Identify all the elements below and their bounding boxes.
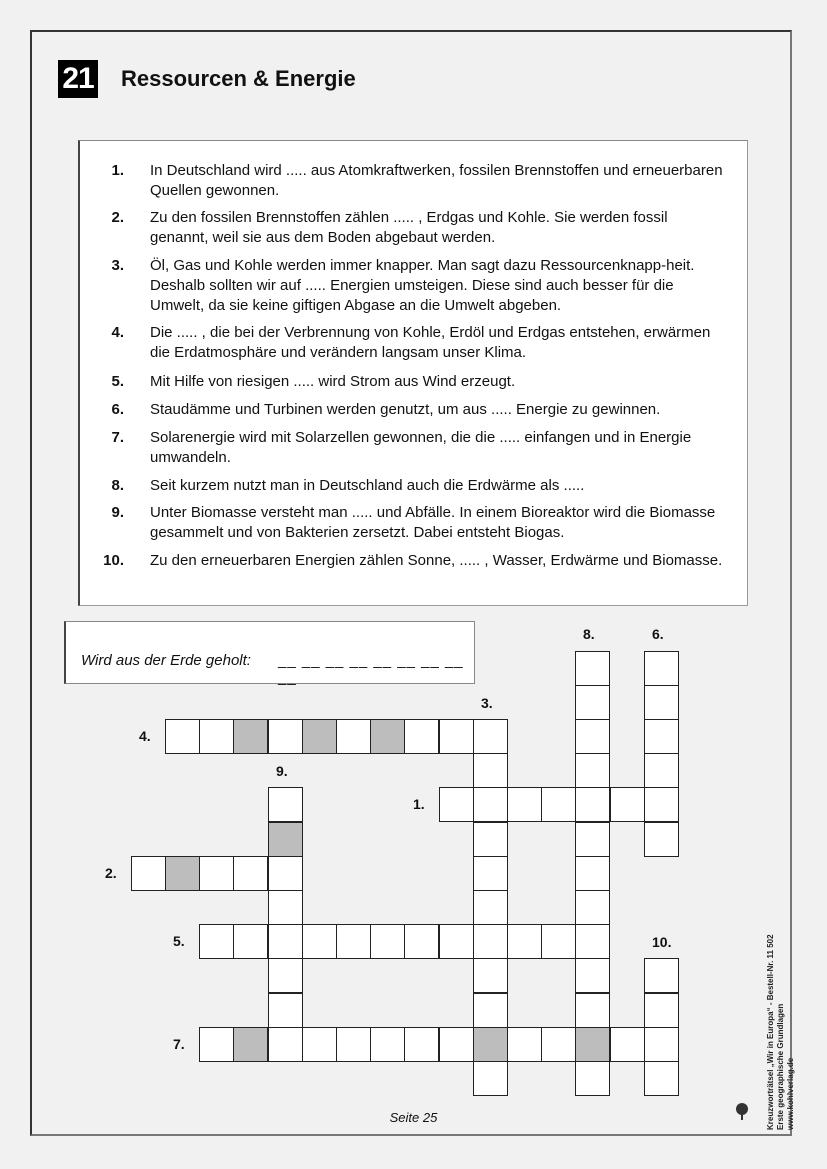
crossword-cell[interactable] [644,1027,679,1062]
crossword-clue-label: 6. [652,626,664,642]
clue-text: Die ..... , die bei der Verbrennung von Kohle, Erdöl und Erdgas entstehen, erwärmen die Erdatmosphäre und verändern langsam unser Klima. [150,324,711,361]
clue-number: 1. [111,162,124,179]
crossword-cell[interactable] [473,993,508,1028]
crossword-cell[interactable] [404,1027,439,1062]
crossword-cell[interactable] [439,787,474,822]
crossword-cell[interactable] [644,958,679,993]
crossword-cell[interactable] [439,719,474,754]
clue-text: Mit Hilfe von riesigen ..... wird Strom aus Wind erzeugt. [150,373,516,390]
crossword-cell[interactable] [473,1061,508,1096]
crossword-cell[interactable] [575,685,610,720]
publisher-logo [730,1060,760,1120]
crossword-clue-label: 8. [583,626,595,642]
crossword-cell[interactable] [473,719,508,754]
clue-text: Zu den fossilen Brennstoffen zählen ..... , Erdgas und Kohle. Sie werden fossil genannt, weil sie aus dem Boden abgebaut werden. [150,209,668,246]
crossword-cell[interactable] [644,685,679,720]
crossword-cell[interactable] [336,1027,371,1062]
crossword-cell[interactable] [131,856,166,891]
imprint-line-2: Erste geographische Grundlagen [776,1003,785,1130]
clue-text: Staudämme und Turbinen werden genutzt, um aus ..... Energie zu gewinnen. [150,401,661,418]
crossword-cell[interactable] [233,924,268,959]
crossword-cell[interactable] [439,924,474,959]
crossword-cell[interactable] [610,1027,645,1062]
crossword-cell[interactable] [575,993,610,1028]
clue-number: 10. [103,552,124,569]
crossword-cell[interactable] [473,1027,508,1062]
crossword-cell[interactable] [473,890,508,925]
clue-number: 9. [111,504,124,521]
crossword-cell[interactable] [268,787,303,822]
crossword-cell[interactable] [473,958,508,993]
clue-number: 3. [111,257,124,274]
clue-number: 8. [111,477,124,494]
crossword-cell[interactable] [575,822,610,857]
crossword-cell[interactable] [541,1027,576,1062]
solution-box [64,621,475,684]
crossword-cell[interactable] [644,719,679,754]
crossword-cell[interactable] [199,1027,234,1062]
crossword-cell[interactable] [575,719,610,754]
crossword-cell[interactable] [644,651,679,686]
crossword-cell[interactable] [302,1027,337,1062]
clue-number: 2. [111,209,124,226]
page-title: Ressourcen & Energie [121,66,356,91]
crossword-cell[interactable] [336,719,371,754]
crossword-cell[interactable] [575,890,610,925]
crossword-cell[interactable] [268,890,303,925]
crossword-clue-label: 7. [173,1036,185,1052]
crossword-clue-label: 3. [481,695,493,711]
worksheet-number: 21 [58,60,98,98]
crossword-cell[interactable] [268,856,303,891]
page-number: Seite 25 [389,1110,438,1125]
crossword-clue-label: 1. [413,796,425,812]
crossword-cell[interactable] [370,1027,405,1062]
crossword-cell[interactable] [507,787,542,822]
crossword-cell[interactable] [233,1027,268,1062]
crossword-cell[interactable] [575,958,610,993]
crossword-cell[interactable] [541,924,576,959]
crossword-cell[interactable] [165,719,200,754]
crossword-cell[interactable] [575,924,610,959]
clue-text: Seit kurzem nutzt man in Deutschland auch die Erdwärme als ..... [150,477,585,494]
crossword-cell[interactable] [336,924,371,959]
crossword-cell[interactable] [165,856,200,891]
crossword-cell[interactable] [644,993,679,1028]
crossword-cell[interactable] [507,924,542,959]
crossword-cell[interactable] [507,1027,542,1062]
side-imprint [766,870,796,1130]
crossword-cell[interactable] [268,719,303,754]
crossword-cell[interactable] [575,651,610,686]
crossword-cell[interactable] [268,924,303,959]
crossword-cell[interactable] [473,924,508,959]
crossword-cell[interactable] [404,924,439,959]
crossword-clue-label: 5. [173,933,185,949]
crossword-cell[interactable] [404,719,439,754]
clue-number: 6. [111,401,124,418]
crossword-clue-label: 4. [139,728,151,744]
crossword-cell[interactable] [439,1027,474,1062]
crossword-cell[interactable] [199,924,234,959]
crossword-cell[interactable] [370,924,405,959]
crossword-cell[interactable] [541,787,576,822]
crossword-cell[interactable] [233,719,268,754]
clue-list [78,140,748,606]
crossword-cell[interactable] [268,958,303,993]
crossword-clue-label: 10. [652,934,672,950]
clue-text: Öl, Gas und Kohle werden immer knapper. Man sagt dazu Ressourcenknapp-heit. Deshalb sollten wir auf ..... Energien umsteigen. Diese sind auch besser für die Umwelt, da sie keine giftigen Abgase an die Umwelt abgeben. [150,257,695,314]
crossword-cell[interactable] [473,753,508,788]
crossword-clue-label: 2. [105,865,117,881]
crossword-cell[interactable] [575,753,610,788]
crossword-cell[interactable] [268,822,303,857]
clue-number: 4. [111,324,124,341]
crossword-cell[interactable] [575,856,610,891]
crossword-cell[interactable] [370,719,405,754]
crossword-cell[interactable] [575,787,610,822]
crossword-clue-label: 9. [276,763,288,779]
crossword-cell[interactable] [473,787,508,822]
crossword-cell[interactable] [644,753,679,788]
solution-prompt: Wird aus der Erde geholt: [81,652,251,669]
clue-number: 7. [111,429,124,446]
crossword-cell[interactable] [199,719,234,754]
crossword-cell[interactable] [575,1027,610,1062]
crossword-cell[interactable] [473,856,508,891]
crossword-cell[interactable] [302,924,337,959]
crossword-cell[interactable] [644,822,679,857]
crossword-cell[interactable] [473,822,508,857]
crossword-cell[interactable] [268,1027,303,1062]
clue-text: Solarenergie wird mit Solarzellen gewonnen, die die ..... einfangen und in Energie umwandeln. [150,429,692,466]
crossword-cell[interactable] [644,787,679,822]
crossword-cell[interactable] [644,1061,679,1096]
clue-number: 5. [111,373,124,390]
crossword-cell[interactable] [302,719,337,754]
clue-text: Zu den erneuerbaren Energien zählen Sonne, ..... , Wasser, Erdwärme und Biomasse. [150,552,723,569]
imprint-line-1: Kreuzworträtsel „Wir in Europa“ - Bestell-Nr. 11 502 [766,934,775,1130]
imprint-publisher: www.kohlverlag.de [786,1057,795,1130]
solution-blanks[interactable]: __ __ __ __ __ __ __ __ __ [278,652,464,686]
clue-text: Unter Biomasse versteht man ..... und Abfälle. In einem Bioreaktor wird die Biomasse gesammelt und von Bakterien zersetzt. Dabei entsteht Biogas. [150,504,716,541]
crossword-cell[interactable] [610,787,645,822]
crossword-cell[interactable] [199,856,234,891]
crossword-cell[interactable] [233,856,268,891]
clue-text: In Deutschland wird ..... aus Atomkraftwerken, fossilen Brennstoffen und erneuerbaren Quellen gewonnen. [150,162,723,199]
crossword-cell[interactable] [268,993,303,1028]
crossword-cell[interactable] [575,1061,610,1096]
